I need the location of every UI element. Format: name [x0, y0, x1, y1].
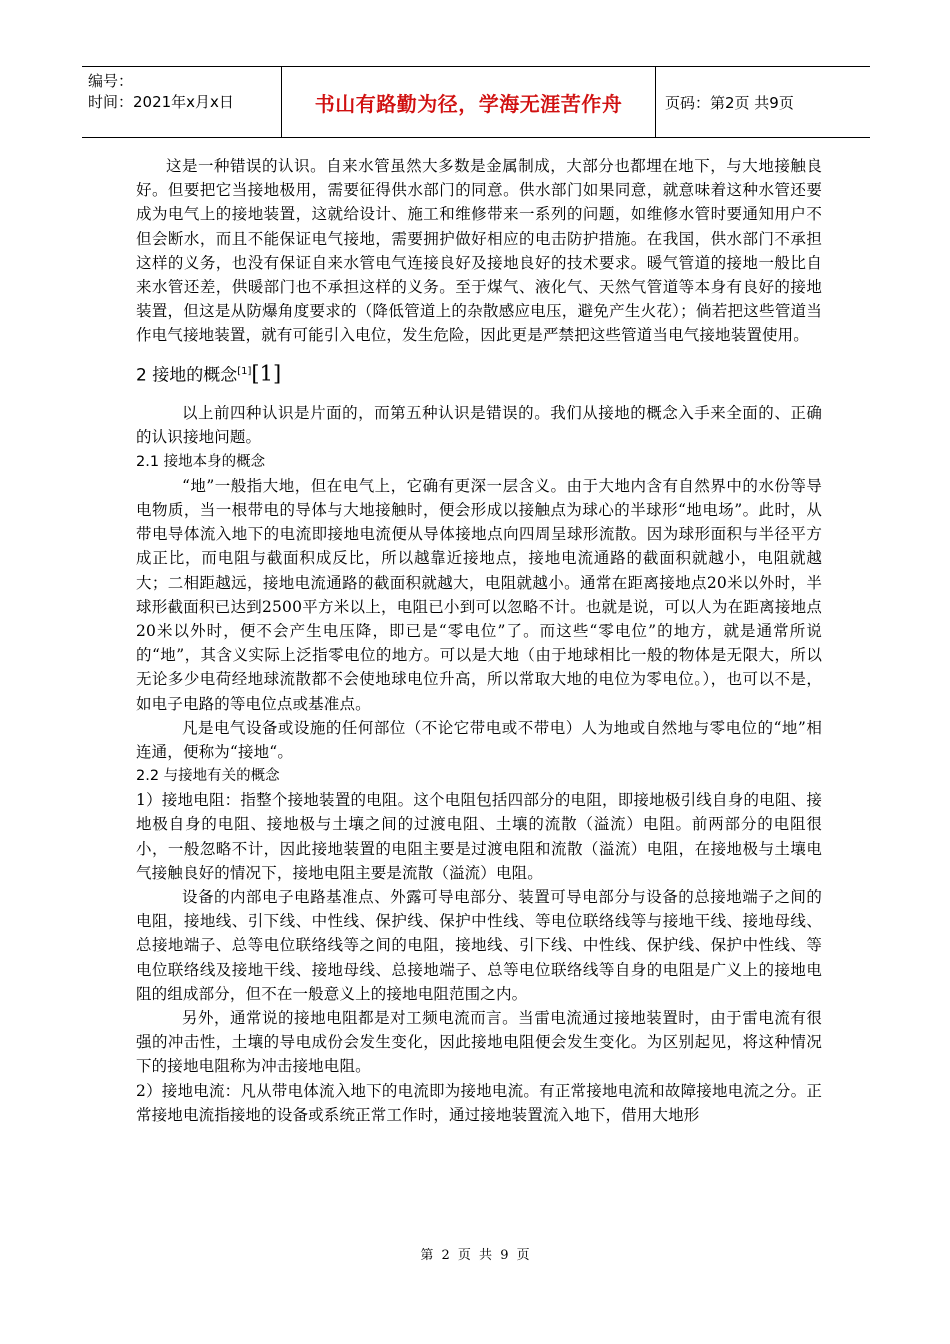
paragraph-7: 另外，通常说的接地电阻都是对工频电流而言。当雷电流通过接地装置时，由于雷电流有很强的冲击性，土壤的导电成份会发生变化，因此接地电阻便会发生变化。为区别起见，将这种情况下的接地电阻称为冲击接地电阻。: [136, 1008, 822, 1076]
header-page-info: 页码：第2页 共9页: [665, 93, 794, 112]
header-motto: 书山有路勤为径，学海无涯苦作舟: [281, 67, 656, 137]
paragraph-5: 1）接地电阻：指整个接地装置的电阻。这个电阻包括四部分的电阻，即接地极引线自身的电阻、接地极自身的电阻、接地极与土壤之间的过渡电阻、土壤的流散（溢流）电阻。前两部分的电阻很小，一般忽略不计，因此接地装置的电阻主要是过渡电阻和流散（溢流）电阻，在接地极与土壤电气接触良好的情况下，接地电阻主要是流散（溢流）电阻。: [136, 791, 822, 882]
paragraph-6: 设备的内部电子电路基准点、外露可导电部分、装置可导电部分与设备的总接地端子之间的电阻，接地线、引下线、中性线、保护线、保护中性线、等电位联络线等与接地干线、接地母线、总接地端子、总等电位联络线等之间的电阻，接地线、引下线、中性线、保护线、保护中性线、等电位联络线及接地干线、接地母线、总接地端子、总等电位联络线等自身的电阻是广义上的接地电阻的组成部分，但不在一般意义上的接地电阻范围之内。: [136, 887, 822, 1003]
paragraph-2: 以上前四种认识是片面的，而第五种认识是错误的。我们从接地的概念入手来全面的、正确的认识接地问题。: [136, 404, 822, 447]
section-heading-text: 2 接地的概念: [136, 365, 238, 386]
paragraph-1: 这是一种错误的认识。自来水管虽然大多数是金属制成，大部分也都埋在地下，与大地接触良好。但要把它当接地极用，需要征得供水部门的同意。供水部门如果同意，就意味着这种水管还要成为电气上的接地装置，这就给设计、施工和维修带来一系列的问题，如维修水管时要通知用户不但会断水，而且不能保证电气接地，需要拥护做好相应的电击防护措施。在我国，供水部门不承担这样的义务，也没有保证自来水管电气连接良好及接地良好的技术要求。暖气管道的接地一般比自来水管还差，供暖部门也不承担这样的义务。至于煤气、液化气、天然气管道等本身有良好的接地装置，但这是从防爆角度要求的（降低管道上的杂散感应电压，避免产生火花）；倘若把这些管道当作电气接地装置，就有可能引入电位，发生危险，因此更是严禁把这些管道当电气接地装置使用。: [136, 157, 822, 345]
page-header: [82, 66, 870, 138]
section-heading-2: [136, 358, 822, 390]
citation-reference: [1]: [251, 361, 282, 386]
document-body: [136, 154, 822, 1127]
page-footer: 第 2 页 共 9 页: [420, 1248, 530, 1263]
paragraph-8: 2）接地电流：凡从带电体流入地下的电流即为接地电流。有正常接地电流和故障接地电流之分。正常接地电流指接地的设备或系统正常工作时，通过接地装置流入地下，借用大地形: [136, 1081, 822, 1124]
subsection-heading-2-1: 2.1 接地本身的概念: [136, 453, 266, 470]
paragraph-3: “地”一般指大地，但在电气上，它确有更深一层含义。由于大地内含有自然界中的水份等导电物质，当一根带电的导体与大地接触时，便会形成以接触点为球心的半球形“地电场”。此时，从带电导体流入地下的电流即接地电流便从导体接地点向四周呈球形流散。因为球形面积与半径平方成正比，而电阻与截面积成反比，所以越靠近接地点，接地电流通路的截面积就越小，电阻就越大；二相距越远，接地电流通路的截面积就越大，电阻就越小。通常在距离接地点20米以外时，半球形截面积已达到2500平方米以上，电阻已小到可以忽略不计。也就是说，可以人为在距离接地点20米以外时，便不会产生电压降，即已是“零电位”了。而这些“零电位”的地方，就是通常所说的“地”，其含义实际上泛指零电位的地方。可以是大地（由于地球相比一般的物体是无限大，所以无论多少电荷经地球流散都不会使地球电位升高，所以常取大地的电位为零电位。），也可以不是，如电子电路的等电位点或基准点。: [136, 476, 822, 713]
header-meta: [82, 67, 281, 137]
citation-superscript: [1]: [237, 365, 252, 377]
number-label: 编号：: [88, 72, 134, 90]
subsection-heading-2-2: 2.2 与接地有关的概念: [136, 768, 280, 785]
paragraph-4: 凡是电气设备或设施的任何部位（不论它带电或不带电）人为地或自然地与零电位的“地”相连通，便称为“接地“。: [136, 718, 822, 761]
date-label: 时间：2021年x月x日: [88, 93, 234, 111]
